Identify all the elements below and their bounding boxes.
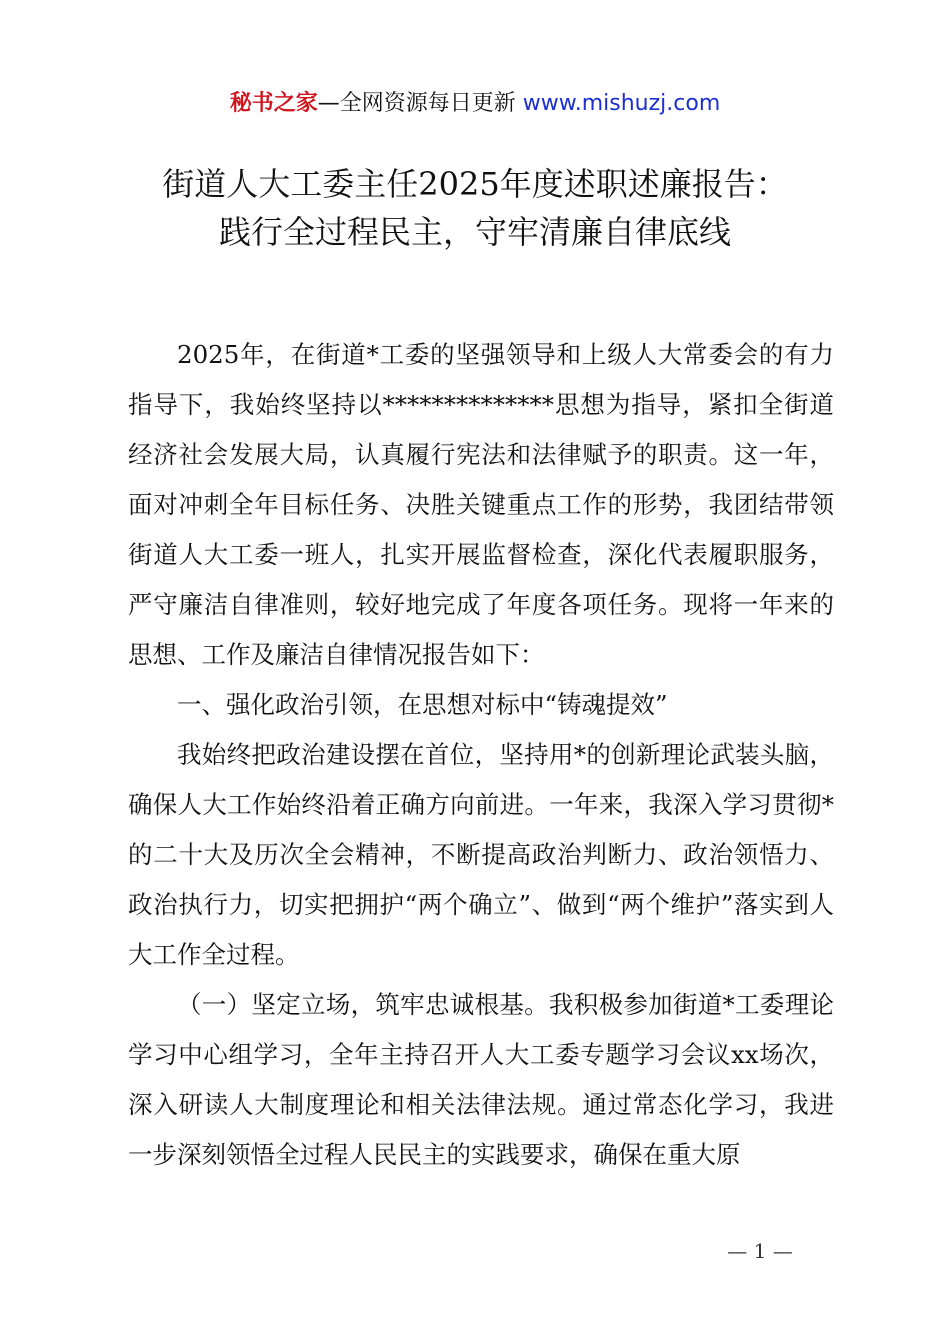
site-tagline: —全网资源每日更新 — [317, 91, 516, 116]
subsection-1-paragraph: （一）坚定立场，筑牢忠诚根基。我积极参加街道*工委理论学习中心组学习，全年主持召开人大工委专题学习会议xx场次，深入研读人大制度理论和相关法律法规。通过常态化学习，我进一步深刻领悟全过程人民民主的实践要求，确保在重大原 — [128, 990, 834, 1169]
intro-paragraph: 2025年，在街道*工委的坚强领导和上级人大常委会的有力指导下，我始终坚持以**************思想为指导，紧扣全街道经济社会发展大局，认真履行宪法和法律赋予的职责。这一年，面对冲刺全年目标任务、决胜关键重点工作的形势，我团结带领街道人大工委一班人，扎实开展监督检查，深化代表履职服务，严守廉洁自律准则，较好地完成了年度各项任务。现将一年来的思想、工作及廉洁自律情况报告如下： — [128, 340, 834, 669]
section-1-paragraph: 我始终把政治建设摆在首位，坚持用*的创新理论武装头脑，确保人大工作始终沿着正确方向前进。一年来，我深入学习贯彻*的二十大及历次全会精神，不断提高政治判断力、政治领悟力、政治执行力，切实把拥护“两个确立”、做到“两个维护”落实到人大工作全过程。 — [128, 740, 834, 969]
section-heading-1: 一、强化政治引领，在思想对标中“铸魂提效” — [177, 690, 668, 719]
title-line-2: 践行全过程民主，守牢清廉自律底线 — [218, 213, 731, 251]
site-header — [0, 88, 950, 120]
document-body — [128, 330, 834, 1180]
document-title — [60, 160, 890, 256]
title-line-1: 街道人大工委主任2025年度述职述廉报告： — [162, 165, 788, 203]
site-brand: 秘书之家 — [229, 91, 318, 116]
site-url-link[interactable]: www.mishuzj.com — [522, 91, 721, 116]
page-number: — 1 — — [727, 1239, 793, 1263]
